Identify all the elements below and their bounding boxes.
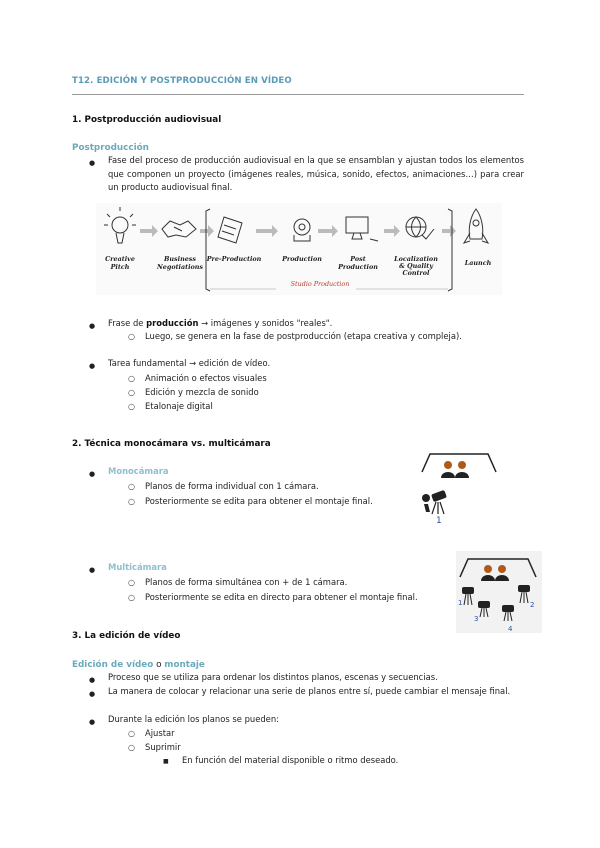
bullet: ● xyxy=(89,322,96,330)
step-label-2: Business Negotiations xyxy=(156,255,204,271)
tarea-item: Edición y mezcla de sonido xyxy=(145,387,259,397)
frase-produccion: Frase de producción → imágenes y sonidos "reales". xyxy=(108,318,333,328)
tarea-fundamental: Tarea fundamental → edición de vídeo. xyxy=(108,358,271,368)
bullet: ● xyxy=(89,159,96,167)
multi-item: Planos de forma simultánea con + de 1 cámara. xyxy=(145,577,348,587)
multicamara-illustration xyxy=(456,551,542,633)
section-1-subheading: Postproducción xyxy=(72,143,149,153)
sub-bullet: ○ xyxy=(128,743,135,752)
monocamara-illustration xyxy=(420,450,498,528)
tarea-item: Etalonaje digital xyxy=(145,401,213,411)
mono-item: Posteriormente se edita para obtener el montaje final. xyxy=(145,496,373,506)
edicion-item: Durante la edición los planos se pueden: xyxy=(108,714,279,724)
camera-number: 4 xyxy=(508,625,513,633)
sub-bullet: ○ xyxy=(128,374,135,383)
sub-bullet: ○ xyxy=(128,729,135,738)
edicion-sub-item: Ajustar xyxy=(145,728,175,738)
multicamara-label: Multicámara xyxy=(108,562,167,572)
sub-bullet: ○ xyxy=(128,482,135,491)
section-3-subheading: Edición de vídeo o montaje xyxy=(72,660,205,670)
camera-number: 1 xyxy=(458,599,463,607)
step-label-1: Creative Pitch xyxy=(105,255,135,271)
sub-bullet: ○ xyxy=(128,388,135,397)
bullet: ● xyxy=(89,362,96,370)
step-label-6: Localization & Quality Control xyxy=(394,255,438,277)
page-title: T12. EDICIÓN Y POSTPRODUCCIÓN EN VÍDEO xyxy=(72,76,292,86)
title-divider xyxy=(72,94,524,95)
sub-bullet: ○ xyxy=(128,497,135,506)
section-1-heading: 1. Postproducción audiovisual xyxy=(72,115,222,125)
camera-operator-icon xyxy=(422,490,447,514)
tarea-item: Animación o efectos visuales xyxy=(145,373,267,383)
step-label-5: Post Production xyxy=(338,255,378,271)
mono-item: Planos de forma individual con 1 cámara. xyxy=(145,481,319,491)
section-2-heading: 2. Técnica monocámara vs. multicámara xyxy=(72,439,271,449)
section-3-heading: 3. La edición de vídeo xyxy=(72,631,181,641)
camera-number: 1 xyxy=(436,516,442,526)
sub-bullet: ○ xyxy=(128,332,135,341)
bullet: ● xyxy=(89,718,96,726)
edicion-item: La manera de colocar y relacionar una serie de planos entre sí, puede cambiar el mensaje final. xyxy=(108,686,511,696)
sub-bullet: ○ xyxy=(128,578,135,587)
people-icon xyxy=(441,461,469,478)
camera-number: 3 xyxy=(474,615,479,623)
postproduccion-definition: Fase del proceso de producción audiovisual en la que se ensamblan y ajustan todos los elementos que componen un proyecto (imágenes reales, música, sonido, efectos, animaciones…) para crear un producto audiovisual final. xyxy=(108,155,524,193)
sub-bullet: ○ xyxy=(128,402,135,411)
square-bullet: ■ xyxy=(163,758,169,765)
edicion-sub-item: Suprimir xyxy=(145,742,181,752)
edicion-sub-sub-item: En función del material disponible o ritmo deseado. xyxy=(182,755,399,765)
frase-produccion-detail: Luego, se genera en la fase de postproducción (etapa creativa y compleja). xyxy=(145,331,462,341)
bullet: ● xyxy=(89,470,96,478)
camera-number: 2 xyxy=(530,601,535,609)
sub-bullet: ○ xyxy=(128,593,135,602)
step-label-3: Pre-Production xyxy=(206,255,262,263)
edicion-item: Proceso que se utiliza para ordenar los distintos planos, escenas y secuencias. xyxy=(108,672,438,682)
step-label-7: Launch xyxy=(464,259,492,267)
multi-item: Posteriormente se edita en directo para obtener el montaje final. xyxy=(145,592,418,602)
production-process-diagram xyxy=(96,203,502,295)
step-label-4: Production xyxy=(282,255,322,263)
monocamara-label: Monocámara xyxy=(108,466,169,476)
bullet: ● xyxy=(89,566,96,574)
bullet: ● xyxy=(89,676,96,684)
studio-production-label: Studio Production xyxy=(290,280,350,288)
bullet: ● xyxy=(89,690,96,698)
